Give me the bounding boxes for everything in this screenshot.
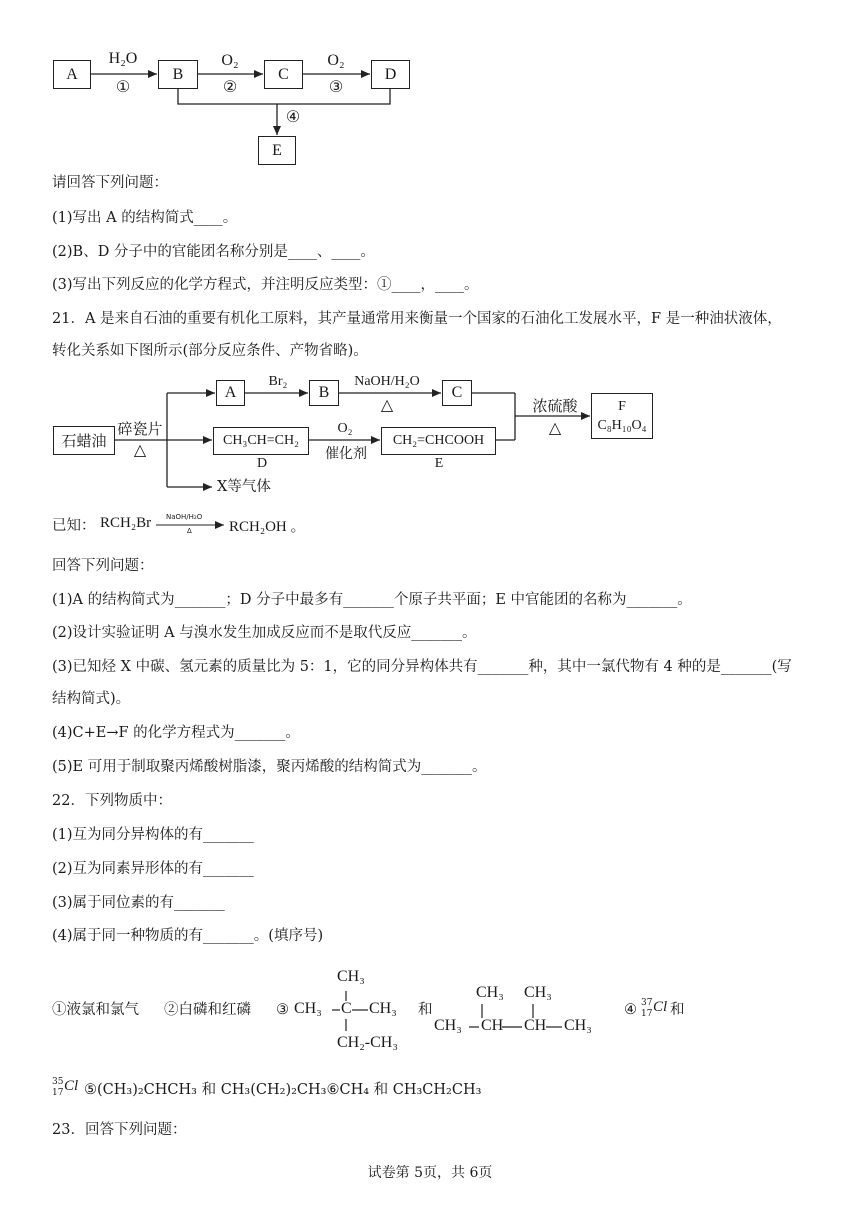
diagram2-start-box: 石蜡油 (53, 426, 115, 455)
q21-item-5: (5)E 可用于制取聚丙烯酸树脂漆，聚丙烯酸的结构简式为_______。 (52, 759, 487, 775)
diagram2-box-f-formula: C₈H₁₀O₄ (597, 418, 647, 433)
q22-option-2: ②白磷和红磷 (164, 1002, 251, 1018)
diagram2-box-f (591, 393, 653, 439)
struct1-bottom: CH₂-CH₃ (337, 1034, 398, 1051)
q21-answer-intro: 回答下列问题： (52, 558, 154, 574)
struct1-top: CH₃ (337, 968, 365, 985)
struct2-top-2: CH₃ (524, 984, 552, 1001)
struct2-c2: CH (481, 1017, 504, 1034)
arrow1-top-label: H₂O (108, 50, 138, 67)
struct2-c4: CH₃ (564, 1017, 592, 1034)
known-right: RCH₂OH 。 (229, 519, 306, 535)
q20-item-1: (1)写出 A 的结构简式____。 (52, 210, 238, 226)
q20-item-2: (2)B、D 分子中的官能团名称分别是____、____。 (52, 244, 375, 260)
q21-item-3-cont: 结构简式)。 (52, 691, 131, 707)
diagram2-e-name: E (434, 456, 444, 471)
diagram1-box-d: D (371, 60, 410, 89)
q22-item-3: (3)属于同位素的有_______ (52, 895, 225, 911)
struct1-right: CH₃ (369, 1000, 397, 1017)
isotope1-symbol: Cl (653, 999, 668, 1015)
diagram2-naoh-label: NaOH/H₂O (354, 374, 420, 389)
q20-intro: 请回答下列问题： (52, 175, 168, 191)
known-arrow-top: NaOH/H₂O (166, 513, 203, 521)
q21-item-4: (4)C+E→F 的化学方程式为_______。 (52, 725, 300, 741)
diagram2-box-b: B (309, 380, 339, 406)
diagram2-box-e: CH₂=CHCOOH (381, 427, 496, 455)
diagram2-x-label: X等气体 (217, 479, 271, 495)
known-arrow-bottom: Δ (187, 527, 192, 535)
diagram2-catalyst-label: 催化剂 (325, 447, 367, 462)
diagram2-box-d: CH₃CH=CH₂ (213, 427, 309, 455)
arrow1-bottom-label: ① (115, 79, 131, 96)
diagram2-br2-label: Br₂ (268, 374, 288, 389)
q22-item-1: (1)互为同分异构体的有_______ (52, 827, 254, 843)
page-footer: 试卷第 5页，共 6页 (367, 1165, 493, 1181)
q20-item-3: (3)写出下列反应的化学方程式，并注明反应类型：①____，____。 (52, 277, 479, 293)
q22-option-4-prefix: ④ (624, 1002, 637, 1018)
diagram1-box-c: C (264, 60, 303, 89)
q22-item-2: (2)互为同素异形体的有_______ (52, 861, 254, 877)
diagram2-cond-top: 碎瓷片 (117, 422, 163, 438)
q21-line2: 转化关系如下图所示(部分反应条件、产物省略)。 (52, 343, 368, 359)
isotope1-mass: 37 (641, 998, 653, 1008)
diagram2-d-name: D (256, 456, 268, 471)
struct2-c1: CH₃ (434, 1017, 462, 1034)
q21-item-2: (2)设计实验证明 A 与溴水发生加成反应而不是取代反应_______。 (52, 625, 477, 641)
diagram2-acid-cond: △ (548, 420, 562, 437)
q22-option-3-prefix: ③ (276, 1002, 289, 1018)
struct1-left: CH₃ (294, 1000, 322, 1017)
diagram2-naoh-cond: △ (380, 397, 394, 414)
q22-and-1: 和 (418, 1002, 433, 1018)
arrow2-top-label: O₂ (221, 52, 239, 69)
diagram2-acid-label: 浓硫酸 (532, 399, 578, 415)
q22-options-rest: ⑤(CH₃)₂CHCH₃ 和 CH₃(CH₂)₂CH₃⑥CH₄ 和 CH₃CH₂CH₃ (84, 1082, 482, 1098)
diagram1-box-a: A (53, 60, 91, 89)
arrow3-bottom-label: ③ (328, 79, 344, 96)
q23-title: 23．回答下列问题： (52, 1122, 187, 1138)
diagram1-box-b: B (158, 60, 198, 89)
q22-option-4-and: 和 (670, 1002, 685, 1018)
diagram2-cond-bottom: △ (133, 442, 147, 459)
struct1-center: C (341, 1000, 352, 1017)
diagram2-box-a: A (216, 380, 245, 406)
q21-line1: 21．A 是来自石油的重要有机化工原料，其产量通常用来衡量一个国家的石油化工发展水平，F 是一种油状液体， (52, 311, 782, 327)
known-left: RCH₂Br (100, 515, 152, 531)
diagram2-box-c: C (442, 380, 472, 406)
diagram1-box-e: E (258, 136, 296, 165)
diagram2-box-f-title: F (618, 399, 626, 414)
arrow3-top-label: O₂ (327, 52, 345, 69)
arrow2-bottom-label: ② (222, 79, 238, 96)
isotope2-atomic: 17 (52, 1088, 64, 1098)
branch-label: ④ (285, 109, 301, 126)
q21-item-1: (1)A 的结构简式为_______；D 分子中最多有_______个原子共平面；E 中官能团的名称为_______。 (52, 592, 692, 608)
q22-item-4: (4)属于同一种物质的有_______。(填序号) (52, 928, 324, 944)
known-prefix: 已知： (52, 518, 96, 534)
isotope1-atomic: 17 (641, 1009, 653, 1019)
struct2-c3: CH (524, 1017, 547, 1034)
isotope2-symbol: Cl (64, 1078, 79, 1094)
q21-item-3: (3)已知烃 X 中碳、氢元素的质量比为 5：1，它的同分异构体共有_______种，其中一氯代物有 4 种的是_______(写 (52, 659, 792, 675)
struct2-top-1: CH₃ (476, 984, 504, 1001)
q22-title: 22．下列物质中： (52, 793, 172, 809)
diagram2-o2-label: O₂ (337, 421, 353, 436)
isotope2-mass: 35 (52, 1077, 64, 1087)
q22-option-1: ①液氯和氯气 (52, 1002, 139, 1018)
